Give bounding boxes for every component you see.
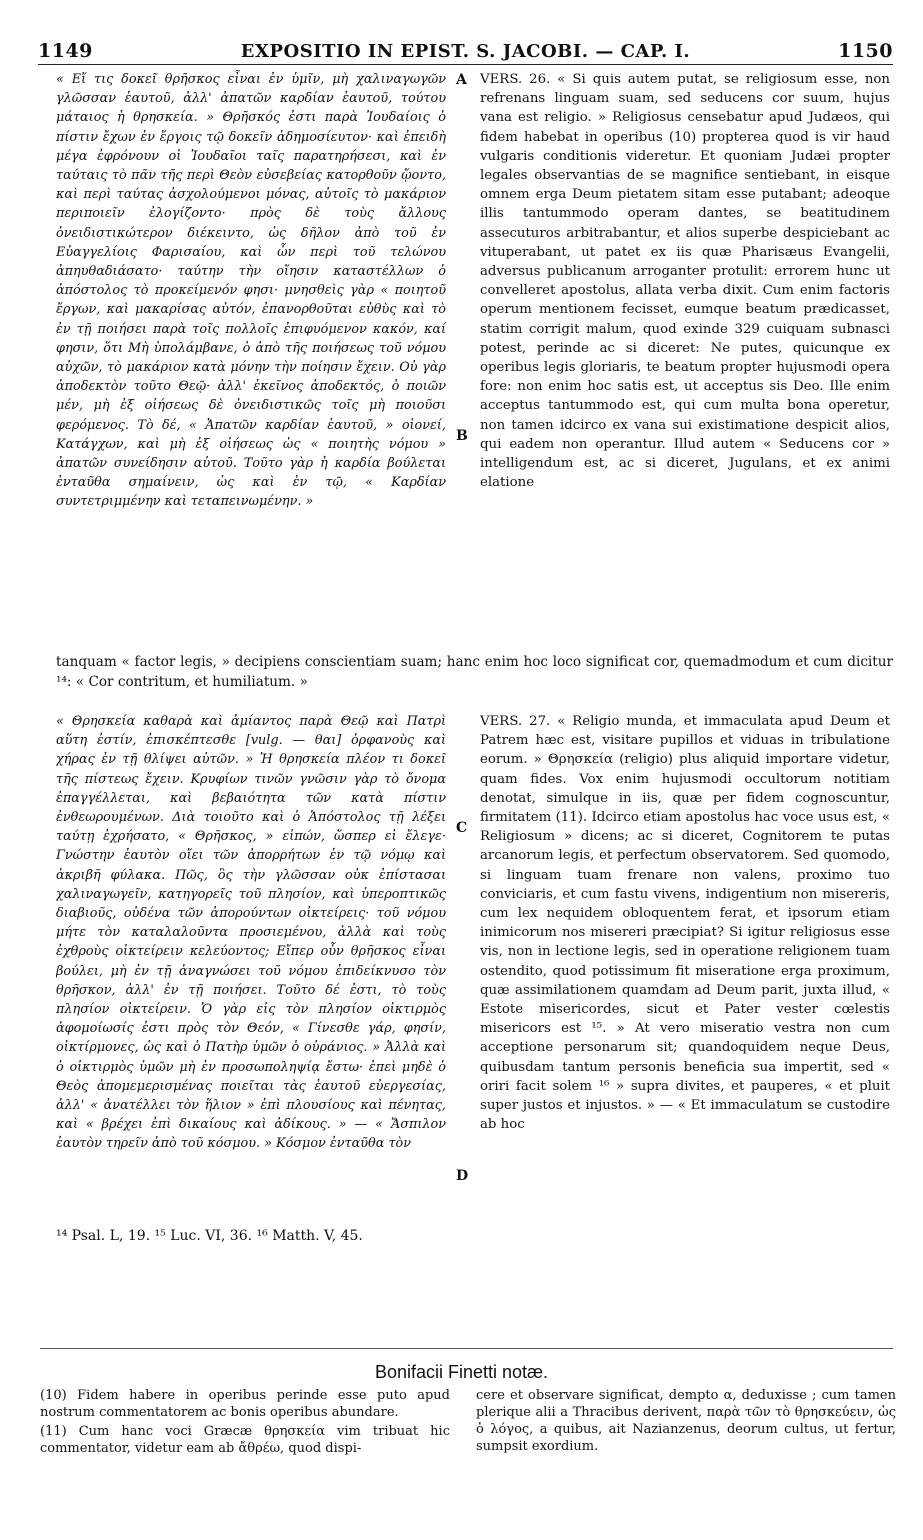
greek-paragraph: « Εἴ τις δοκεῖ θρῆσκος εἶναι ἐν ὑμῖν, μὴ χαλιναγωγῶν γλῶσσαν ἑαυτοῦ, ἀλλ' ἀπατῶν καρδίαν ἑαυτοῦ, τούτου μάταιος ἡ θρησκεία. » Θρῆσκός ἐστι παρὰ Ἰουδαίοις ὁ πίστιν ἔχων ἐν ἔργοις τῷ δοκεῖν ἀδημοσίευτον· καὶ ἐπειδὴ μέγα ἐφρόνουν οἱ Ἰουδαῖοι ταῖς παρατηρήσεσι, καὶ ἐν ταύταις τὸ πᾶν τῆς περὶ Θεὸν εὐσεβείας κατορθοῦν ᾤοντο, καὶ περὶ ταύτας ἀσχολούμενοι μόνας, αὐτοῖς τὸ μακάριον περιποιεῖν ἐλογίζοντο· πρὸς δὲ τοὺς ἄλλους ὀνειδιστικώτερον διέκειντο, ὡς δῆλον ἀπὸ τοῦ ἐν Εὐαγγελίοις Φαρισαίου, καὶ ὧν περὶ τοῦ τελώνου ἀπηυθαδιάσατο· ταύτην τὴν οἴησιν καταστέλλων ὁ ἀπόστολος τὸ προκείμενόν φησι· μνησθεὶς γὰρ « ποιητοῦ ἔργων, καὶ μακαρίσας αὐτόν, ἐπανορθοῦται εὐθὺς καὶ τὸ ἐν τῇ ποιήσει παρὰ τοῖς πολλοῖς ἐπιφυόμενον κακόν, καί φησιν, ὅτι Μὴ ὑπολάμβανε, ὁ ἀπὸ τῆς ποιήσεως τοῦ νόμου αὐχῶν, τὸ μακάριον κατὰ μόνην τὴν ποίησιν ἔχειν. Οὐ γὰρ ἀποδεκτὸν τοῦτο Θεῷ· ἀλλ' ἐκεῖνος ἀποδεκτός, ὁ ποιῶν μέν, μὴ ἐξ οἰήσεως δὲ ὀνειδιστικῶς τοῖς μὴ ποιοῦσι φερόμενος. Τὸ δέ, « Ἀπατῶν καρδίαν ἑαυτοῦ, » οἱονεί, Κατάγχων, καὶ μὴ ἐξ οἰήσεως ὡς « ποιητὴς νόμου » ἀπατῶν συνείδησιν αὐτοῦ. Τοῦτο γὰρ ἡ καρδία βούλεται ἐνταῦθα σημαίνειν, ὡς καὶ ἐν τῷ, « Καρδίαν συντετριμμένην καὶ τεταπεινωμένην. » — [56, 72, 446, 510]
latin-paragraph: VERS. 27. « Religio munda, et immaculata apud Deum et Patrem hæc est, visitare pupillos et viduas in tribulatione eorum. » Θρησκεία (religio) plus aliquid importare videtur, quam fides. Vox enim hujusmodi occultorum notitiam denotat, simulque in iis, quæ per fidem cognoscuntur, firmitatem (11). Idcirco etiam apostolus hac voce usus est, « Religiosum » dicens; ac si diceret, Cognitorem te putas arcanorum legis, et perfectum observatorem. Sed quomodo, si linguam tuam frenare non valens, proximo tuo conviciaris, et cum fastu vivens, indigentium non misereris, cum lex nequidem obloquentem ferat, et ipsorum etiam inimicorum nos misereri præcipiat? Si igitur religiosus esse vis, non in lectione legis, sed in operatione religionem tuam ostendito, quod potissimum fit miseratione erga proximum, quæ assimilationem quamdam ad Deum parit, juxta illud, « Estote misericordes, sicut et Pater vester cœlestis misericors est ¹⁵. » At vero miseratio vestra non cum acceptione personarum sit; quandoquidem neque Deus, quibusdam tantum personis beneficia sua impertit, sed « oriri facit solem ¹⁶ » supra divites, et pauperes, « et pluit super justos et injustos. » — « Et immaculatum se custodire ab hoc — [480, 714, 890, 1133]
divider — [40, 1348, 893, 1349]
notes-column-right — [476, 1387, 896, 1457]
latin-text-column-top — [480, 70, 890, 650]
scripture-references: ¹⁴ Psal. L, 19. ¹⁵ Luc. VI, 36. ¹⁶ Matth. V, 45. — [56, 1228, 363, 1244]
note-11-continued: cere et observare significat, dempto α, deduxisse ; cum tamen plerique alii a Thracibus derivent, παρὰ τῶν τὸ θρησκεύειν, ὡς ὁ λόγος, a quibus, ait Nazianzenus, deorum cultus, ut fertur, sumpsit exordium. — [476, 1388, 896, 1454]
right-column-number: 1150 — [838, 40, 893, 62]
greek-text-column-top — [56, 70, 446, 650]
latin-text-column-bottom — [480, 712, 890, 1210]
latin-paragraph: VERS. 26. « Si quis autem putat, se religiosum esse, non refrenans linguam suam, sed seducens cor suum, hujus vana est religio. » Religiosus censebatur apud Judæos, qui fidem habebat in operibus (10) propterea quod is vir haud vulgaris conditionis videretur. Et quoniam Judæi propter legales observantias de se magnifice sentiebant, in eisque omnem erga Deum pietatem sitam esse putabant; adeoque illis tantummodo operam dantes, se beatitudinem assecuturos arbitrabantur, et alios superbe despiciebant ac vituperabant, ut patet ex iis quæ Pharisæus Evangelii, adversus publicanum arroganter protulit: errorem hunc ut convelleret apostolus, allata verba dixit. Cum enim factoris operum mentionem fecisset, eumque beatum prædicasset, statim corrigit malum, quod exinde 329 cuiquam subnasci potest, perinde ac si diceret: Ne putes, quicunque ex operibus legis gloriaris, te beatum propter hujusmodi opera fore: non enim hoc satis est, ut acceptus sis Deo. Ille enim acceptus tantummodo est, qui cum multa bona operetur, non tamen idcirco ex vana sui existimatione despicit alios, qui eadem non operantur. Illud autem « Seducens cor » intelligendum est, ac si diceret, Jugulans, et ex animi elatione — [480, 72, 890, 491]
notes-title: Bonifacii Finetti notæ. — [374, 1362, 549, 1382]
greek-text-column-bottom — [56, 712, 446, 1210]
margin-letter-d: D — [456, 1168, 469, 1184]
running-title: EXPOSITIO IN EPIST. S. JACOBI. — CAP. I. — [240, 40, 691, 62]
note-11: (11) Cum hanc voci Græcæ θρησκεία vim tribuat hic commentator, videtur eam ab ἄθρέω, quod dispi- — [40, 1424, 450, 1456]
left-column-number: 1149 — [38, 40, 93, 62]
bridging-latin-text: tanquam « factor legis, » decipiens conscientiam suam; hanc enim hoc loco significat cor, quemadmodum et cum dicitur ¹⁴: « Cor contritum, et humiliatum. » — [56, 654, 893, 690]
margin-letter-c: C — [456, 820, 468, 836]
greek-paragraph: « Θρησκεία καθαρὰ καὶ ἀμίαντος παρὰ Θεῷ καὶ Πατρὶ αὕτη ἐστίν, ἐπισκέπτεσθε [vulg. — θαι] ὀρφανοὺς καὶ χήρας ἐν τῇ θλίψει αὐτῶν. » Ἡ θρησκεία πλέον τι δοκεῖ τῆς πίστεως ἔχειν. Κρυφίων τινῶν γνῶσιν γὰρ τὸ ὄνομα ἐπαγγέλλεται, καὶ βεβαιότητα τῶν κατὰ πίστιν ἐνθεωρουμένων. Διὰ τοιοῦτο καὶ ὁ Ἀπόστολος τῇ λέξει ταύτῃ ἐχρήσατο, « Θρῆσκος, » εἰπών, ὥσπερ εἰ ἔλεγε· Γνώστην ἑαυτὸν οἴει τῶν ἀπορρήτων ἐν τῷ νόμῳ καὶ ἀκριβῆ φύλακα. Πῶς, ὃς τὴν γλῶσσαν οὐκ ἐπίστασαι χαλιναγωγεῖν, κατηγορεῖς τοῦ πλησίον, καὶ ὑπεροπτικῶς διαβιοῦς, οὐδένα τῶν ἀπορούντων οἰκτείρεις· τοῦ νόμου μήτε τὸν καταλαλοῦντα προσιεμένου, ἀλλὰ καὶ τοὺς ἐχθροὺς οἰκτείρειν κελεύοντος; Εἴπερ οὖν θρῆσκος εἶναι βούλει, μὴ ἐν τῇ ἀναγνώσει τοῦ νόμου ἐπιδείκνυσο τὸν θρῆσκον, ἀλλ' ἐν τῇ ποιήσει. Τοῦτο δέ ἐστι, τὸ τοὺς πλησίον οἰκτείρειν. Ὁ γὰρ εἰς τὸν πλησίον οἰκτιρμὸς ἀφομοίωσίς ἐστι πρὸς τὸν Θεόν, « Γίνεσθε γάρ, φησίν, οἰκτίρμονες, ὡς καὶ ὁ Πατὴρ ὑμῶν ὁ οὐράνιος. » Ἀλλὰ καὶ ὁ οἰκτιρμὸς ὑμῶν μὴ ἐν προσωποληψίᾳ ἔστω· ἐπεὶ μηδὲ ὁ Θεὸς ἀπομεμερισμένας ποιεῖται τὰς ἑαυτοῦ εὐεργεσίας, ἀλλ' « ἀνατέλλει τὸν ἥλιον » ἐπὶ πλουσίους καὶ πένητας, καὶ « βρέχει ἐπὶ δικαίους καὶ ἀδίκους. » — « Ἄσπιλον ἑαυτὸν τηρεῖν ἀπὸ τοῦ κόσμου. » Κόσμον ἐνταῦθα τὸν — [56, 714, 446, 1152]
margin-letter-a: A — [456, 72, 467, 88]
notes-column-left — [40, 1387, 450, 1459]
note-10: (10) Fidem habere in operibus perinde esse puto apud nostrum commentatorem ac bonis operibus abundare. — [40, 1388, 450, 1420]
running-header — [38, 38, 893, 65]
margin-letter-b: B — [456, 428, 468, 444]
